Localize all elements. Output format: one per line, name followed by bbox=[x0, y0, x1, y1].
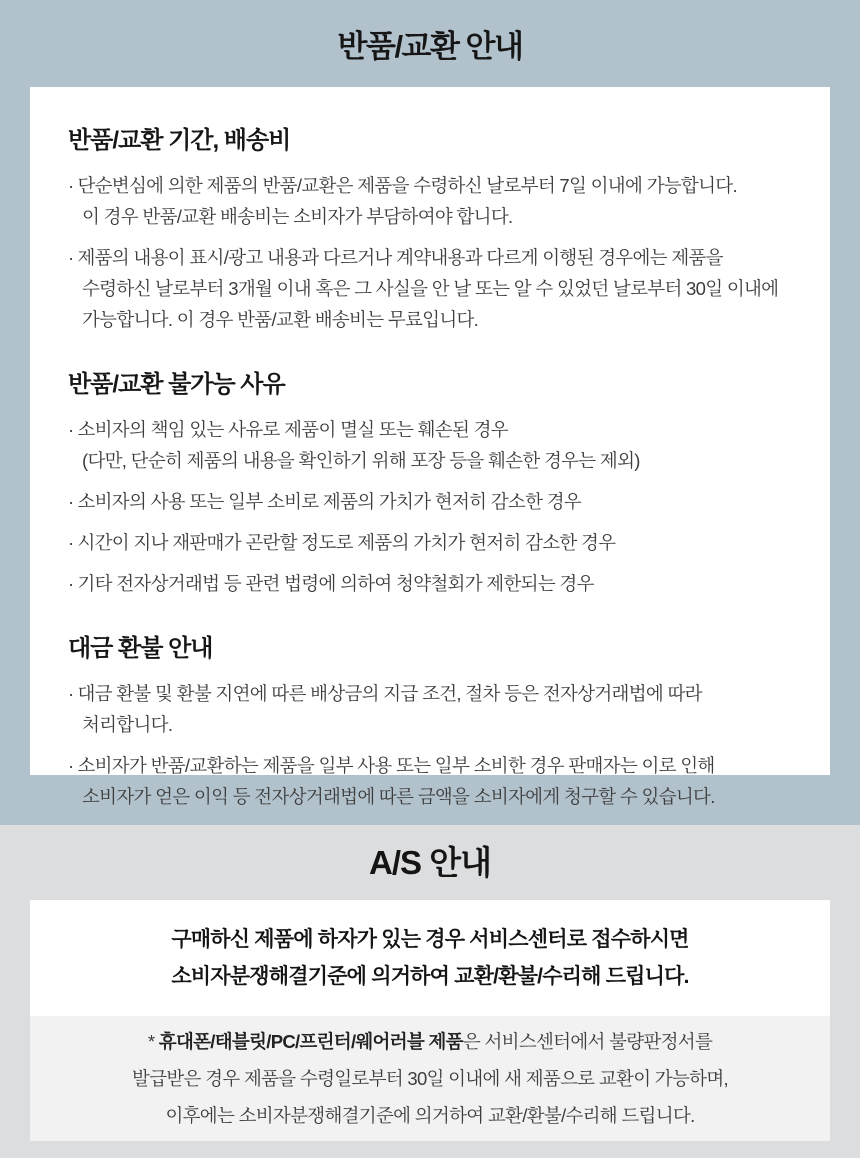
bullet-dot: · bbox=[68, 755, 74, 776]
bullet-dot: · bbox=[68, 683, 74, 704]
policy-section-heading: 반품/교환 불가능 사유 bbox=[68, 371, 285, 398]
policy-bullet-item bbox=[68, 414, 796, 476]
as-note-card bbox=[30, 1016, 830, 1141]
bullet-line: 기타 전자상거래법 등 관련 법령에 의하여 청약철회가 제한되는 경우 bbox=[77, 573, 594, 594]
as-note-line-2: 발급받은 경우 제품을 수령일로부터 30일 이내에 새 제품으로 교환이 가능하며, bbox=[132, 1068, 728, 1089]
as-main-line-2: 소비자분쟁해결기준에 의거하여 교환/환불/수리해 드립니다. bbox=[171, 965, 689, 988]
policy-bullet-item bbox=[68, 486, 796, 517]
bullet-line: 소비자가 얻은 이익 등 전자상거래법에 따른 금액을 소비자에게 청구할 수 있습니다. bbox=[82, 786, 715, 807]
policy-bullet-item bbox=[68, 527, 796, 558]
bullet-line: 수령하신 날로부터 3개월 이내 혹은 그 사실을 안 날 또는 알 수 있었던 날로부터 30일 이내에 bbox=[82, 278, 779, 299]
policy-bullet-item bbox=[68, 568, 796, 599]
bullet-dot: · bbox=[68, 532, 74, 553]
return-policy-card bbox=[30, 87, 830, 807]
as-main-card bbox=[30, 900, 830, 1016]
as-note-text bbox=[132, 1023, 728, 1134]
as-title: A/S 안내 bbox=[369, 844, 491, 881]
policy-section-heading: 대금 환불 안내 bbox=[68, 635, 213, 662]
return-exchange-header bbox=[0, 0, 860, 87]
bullet-dot: · bbox=[68, 573, 74, 594]
bullet-line: 대금 환불 및 환불 지연에 따른 배상금의 지급 조건, 절차 등은 전자상거래법에 따라 bbox=[77, 683, 702, 704]
policy-bullet-item bbox=[68, 678, 796, 740]
as-note-bold-products: 휴대폰/태블릿/PC/프린터/웨어러블 제품 bbox=[158, 1031, 463, 1052]
bullet-line: 소비자의 사용 또는 일부 소비로 제품의 가치가 현저히 감소한 경우 bbox=[77, 491, 582, 512]
bullet-line: 단순변심에 의한 제품의 반품/교환은 제품을 수령하신 날로부터 7일 이내에 가능합니다. bbox=[77, 175, 737, 196]
as-main-line-1: 구매하신 제품에 하자가 있는 경우 서비스센터로 접수하시면 bbox=[171, 928, 689, 951]
policy-bullet-item bbox=[68, 242, 796, 335]
bullet-line: 처리합니다. bbox=[82, 714, 173, 735]
bullet-line: 소비자의 책임 있는 사유로 제품이 멸실 또는 훼손된 경우 bbox=[77, 419, 508, 440]
bullet-dot: · bbox=[68, 491, 74, 512]
policy-bullet-item bbox=[68, 170, 796, 232]
as-note-line-1-rest: 은 서비스센터에서 불량판정서를 bbox=[462, 1031, 713, 1052]
page-title: 반품/교환 안내 bbox=[337, 29, 523, 64]
bullet-line: 소비자가 반품/교환하는 제품을 일부 사용 또는 일부 소비한 경우 판매자는 이로 인해 bbox=[77, 755, 715, 776]
as-main-text bbox=[171, 921, 688, 995]
bullet-dot: · bbox=[68, 419, 74, 440]
as-note-star: * bbox=[147, 1031, 159, 1052]
bullet-line: 가능합니다. 이 경우 반품/교환 배송비는 무료입니다. bbox=[82, 309, 479, 330]
as-note-line-3: 이후에는 소비자분쟁해결기준에 의거하여 교환/환불/수리해 드립니다. bbox=[165, 1105, 695, 1126]
bullet-line: 제품의 내용이 표시/광고 내용과 다르거나 계약내용과 다르게 이행된 경우에는 제품을 bbox=[77, 247, 723, 268]
bullet-dot: · bbox=[68, 175, 74, 196]
bullet-line: 시간이 지나 재판매가 곤란할 정도로 제품의 가치가 현저히 감소한 경우 bbox=[77, 532, 616, 553]
bullet-line: 이 경우 반품/교환 배송비는 소비자가 부담하여야 합니다. bbox=[82, 206, 513, 227]
bullet-line: (다만, 단순히 제품의 내용을 확인하기 위해 포장 등을 훼손한 경우는 제외) bbox=[82, 450, 640, 471]
policy-bullet-item bbox=[68, 750, 796, 812]
bullet-dot: · bbox=[68, 247, 74, 268]
as-section bbox=[0, 825, 860, 1158]
policy-section-heading: 반품/교환 기간, 배송비 bbox=[68, 127, 291, 154]
